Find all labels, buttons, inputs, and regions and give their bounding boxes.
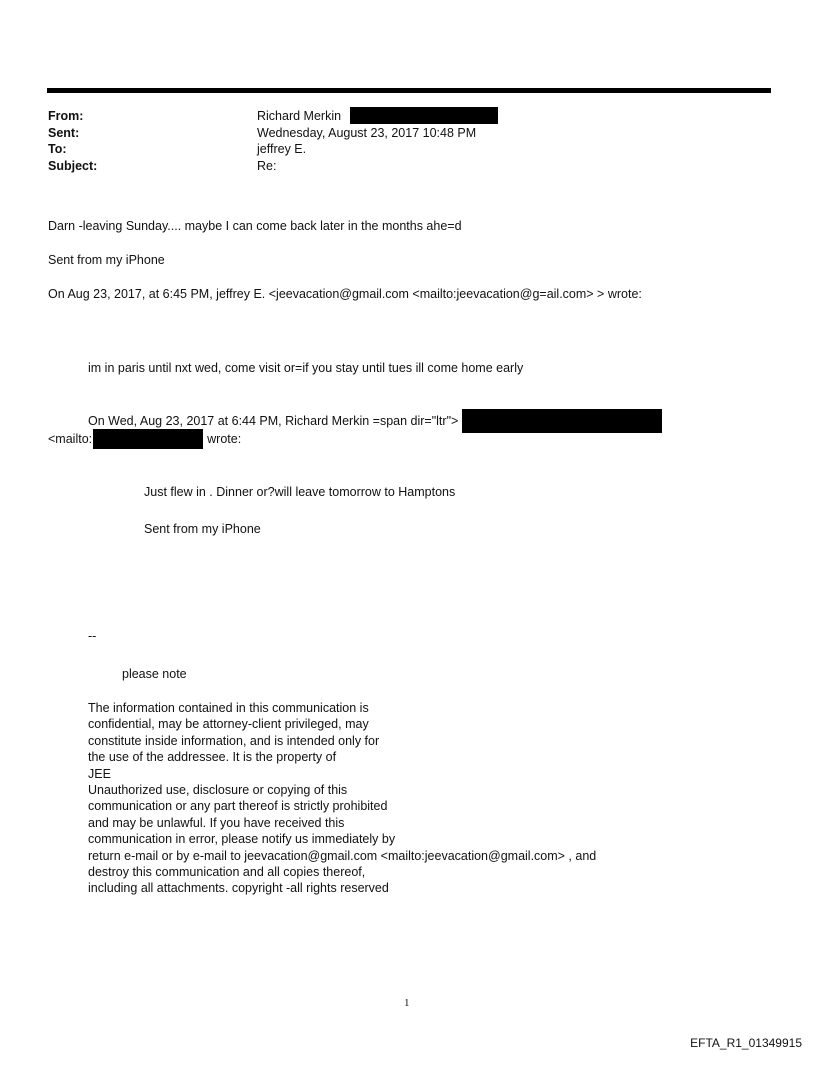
quote2-wrote: wrote:	[207, 432, 242, 446]
redaction-box	[93, 429, 203, 449]
disclaimer	[88, 700, 596, 897]
disclaimer-line: return e-mail or by e-mail to jeevacation@gmail.com <mailto:jeevacation@gmail.com> , and	[88, 848, 597, 863]
document-id: EFTA_R1_01349915	[690, 1036, 802, 1050]
disclaimer-line: and may be unlawful. If you have received this	[88, 815, 345, 830]
to-value: jeffrey E.	[257, 142, 307, 156]
reply-text: Darn -leaving Sunday.... maybe I can come back later in the months ahe=d	[48, 219, 462, 233]
header-rule	[47, 88, 771, 93]
sent-label: Sent:	[48, 126, 80, 140]
please-note: please note	[122, 667, 187, 681]
quote1-header: On Aug 23, 2017, at 6:45 PM, jeffrey E. <jeevacation@gmail.com <mailto:jeevacation@g=ail.com> > wrote:	[48, 287, 642, 301]
disclaimer-line: confidential, may be attorney-client privileged, may	[88, 717, 369, 732]
signature-dash: --	[88, 629, 97, 643]
quote2-mailto-row	[48, 429, 241, 449]
quote2-header: On Wed, Aug 23, 2017 at 6:44 PM, Richard Merkin =span dir="ltr">	[88, 414, 459, 428]
redaction-box	[462, 409, 662, 433]
disclaimer-line: The information contained in this communication is	[88, 701, 369, 715]
disclaimer-line: Unauthorized use, disclosure or copying of this	[88, 783, 348, 798]
from-label: From:	[48, 109, 84, 123]
disclaimer-line: the use of the addressee. It is the property of	[88, 750, 337, 765]
disclaimer-line: destroy this communication and all copies thereof,	[88, 865, 366, 880]
from-value: Richard Merkin	[257, 109, 342, 123]
disclaimer-line: communication or any part thereof is strictly prohibited	[88, 799, 388, 814]
disclaimer-line: including all attachments. copyright -all rights reserved	[88, 881, 389, 896]
sent-value: Wednesday, August 23, 2017 10:48 PM	[257, 126, 477, 140]
quote2-text: Just flew in . Dinner or?will leave tomorrow to Hamptons	[144, 485, 456, 499]
subject-label: Subject:	[48, 159, 98, 173]
redaction-box	[350, 107, 498, 124]
quote2-mailto: <mailto:	[48, 432, 93, 446]
signature: Sent from my iPhone	[48, 253, 165, 267]
disclaimer-line: JEE	[88, 766, 111, 781]
quote1-text: im in paris until nxt wed, come visit or=if you stay until tues ill come home early	[88, 361, 524, 375]
quote2-signature: Sent from my iPhone	[144, 522, 261, 536]
page-number: 1	[404, 997, 410, 1009]
subject-value: Re:	[257, 159, 277, 173]
to-label: To:	[48, 142, 67, 156]
disclaimer-line: constitute inside information, and is intended only for	[88, 733, 380, 748]
disclaimer-line: communication in error, please notify us immediately by	[88, 832, 396, 847]
